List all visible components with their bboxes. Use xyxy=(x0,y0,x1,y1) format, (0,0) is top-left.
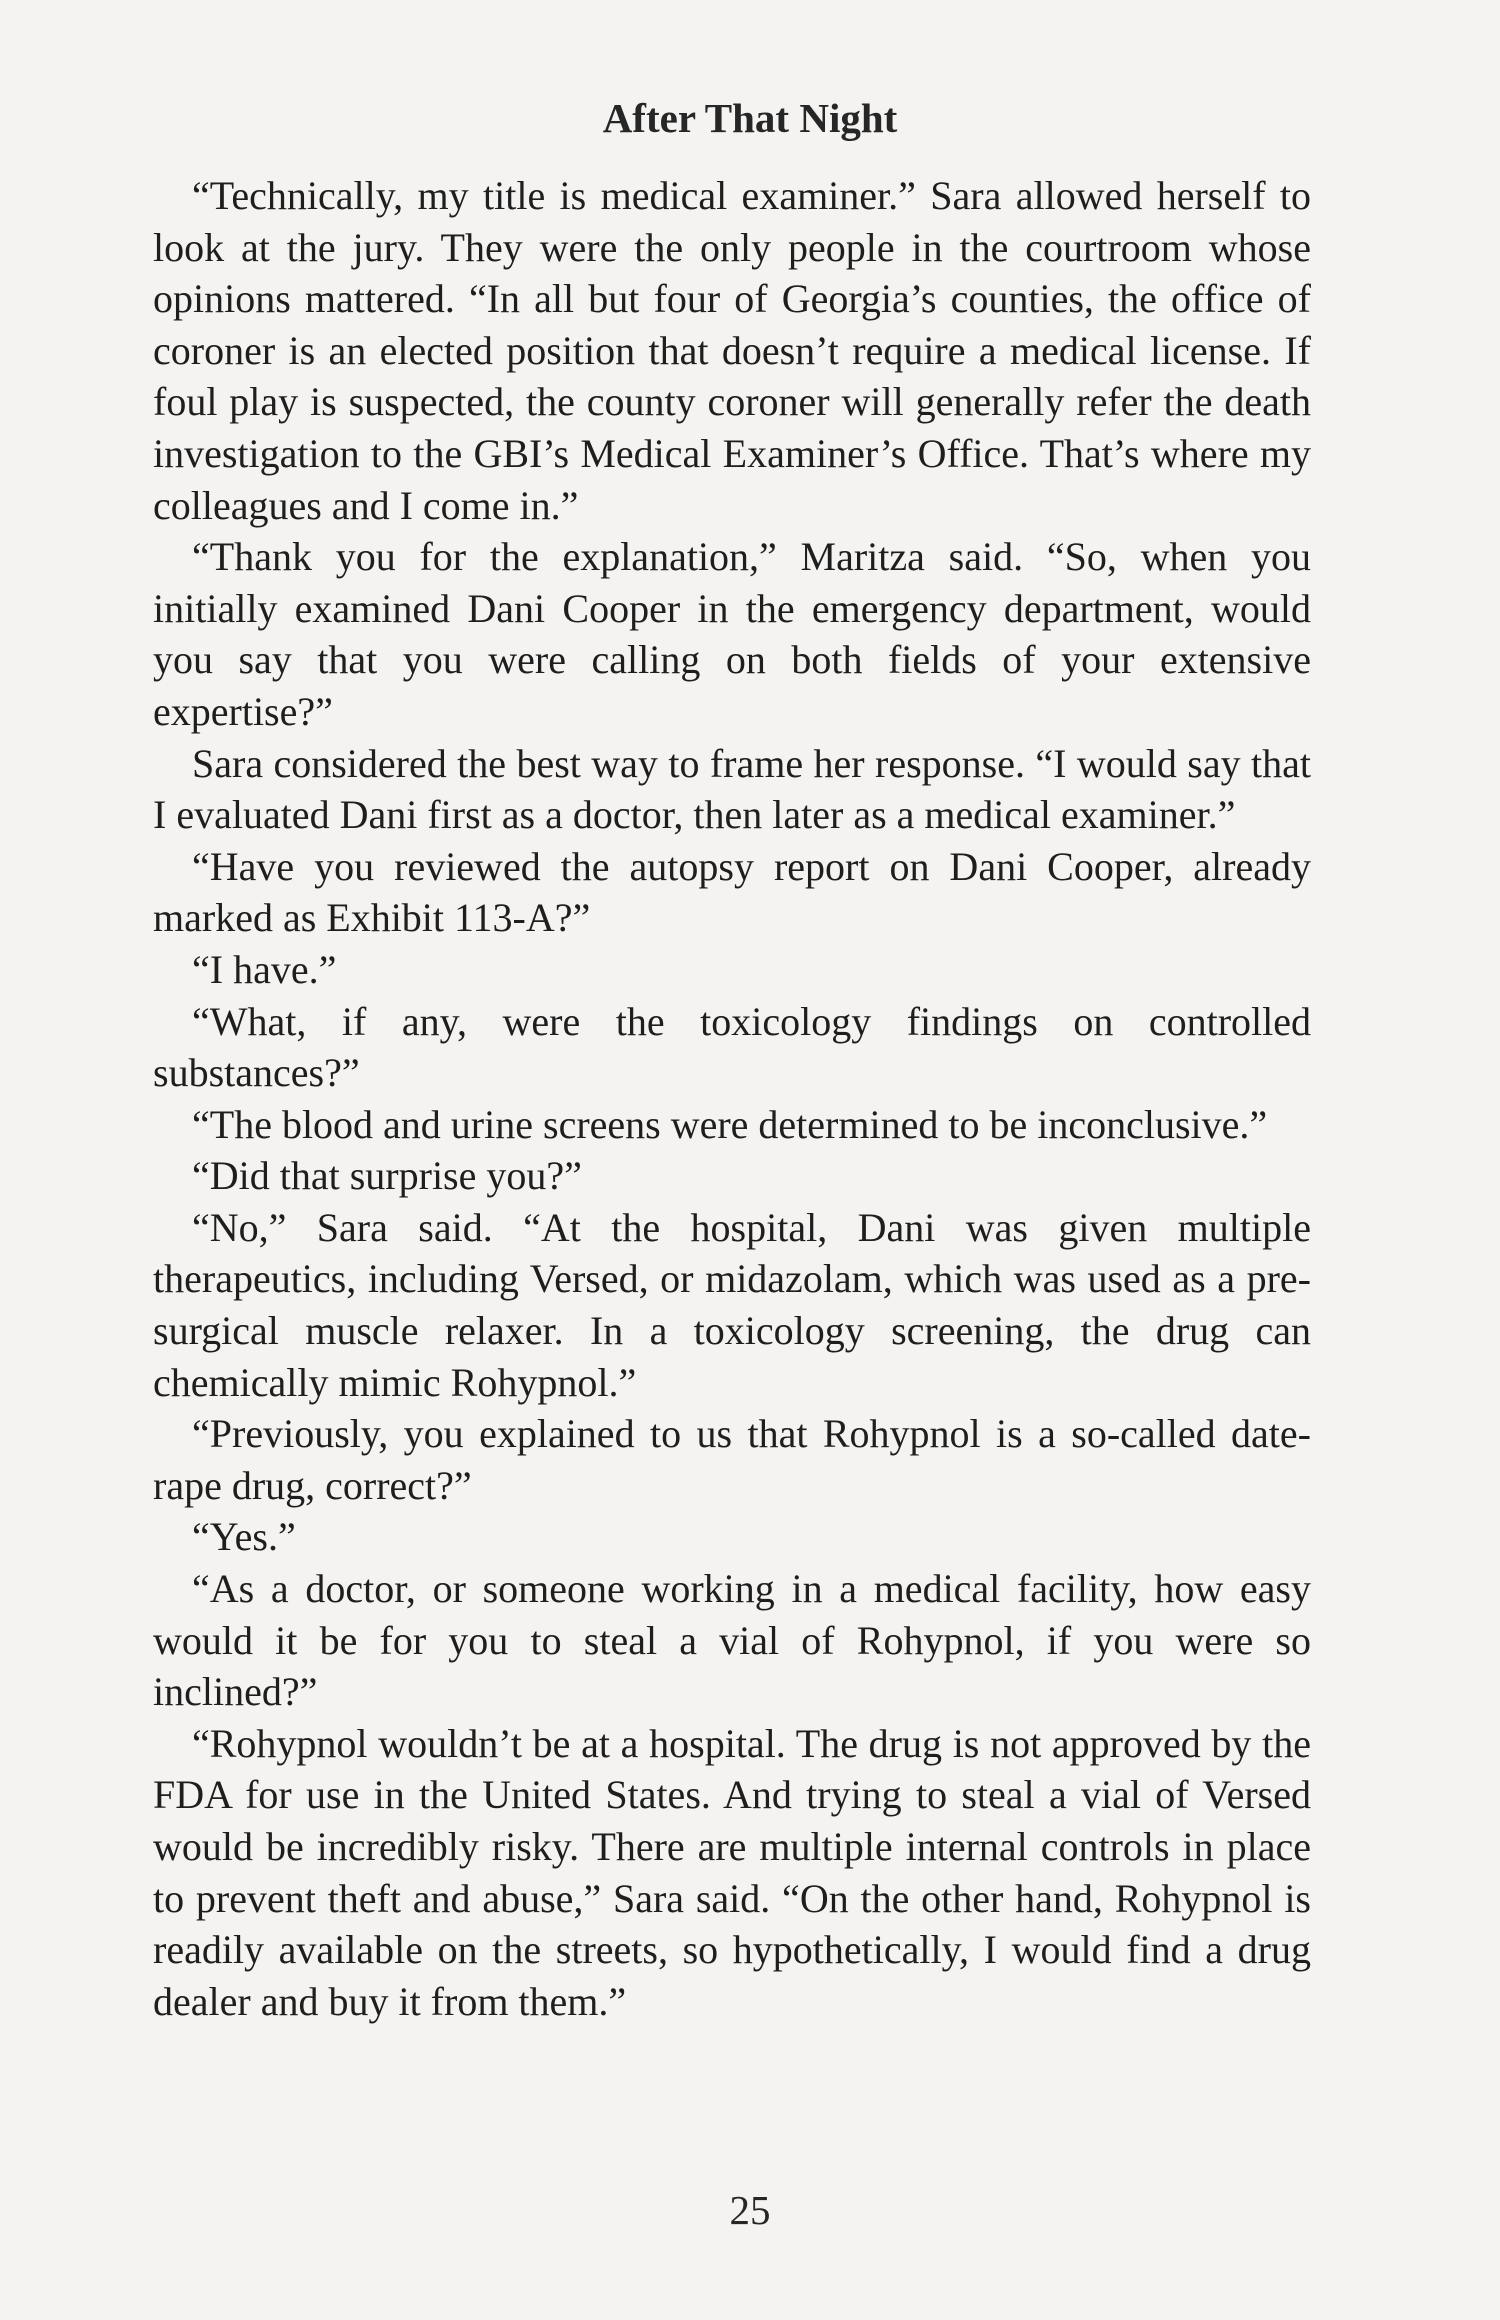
page-number: 25 xyxy=(729,2187,771,2233)
paragraph: “Did that surprise you?” xyxy=(192,1153,582,1199)
paragraph: “What, if any, were the toxicology findings on controlled substances?” xyxy=(153,998,1311,1096)
body-text xyxy=(153,170,1311,2027)
paragraph: Sara considered the best way to frame her response. “I would say that I evaluated Dani first as a doctor, then later as a medical examiner.” xyxy=(153,740,1311,838)
paragraph: “Technically, my title is medical examiner.” Sara allowed herself to look at the jury. They were the only people in the courtroom whose opinions mattered. “In all but four of Georgia’s counties, the office of coroner is an elected position that doesn’t require a medical license. If foul play is suspected, the county coroner will generally refer the death investigation to the GBI’s Medical Examiner’s Office. That’s where my colleagues and I come in.” xyxy=(153,173,1311,528)
paragraph: “Thank you for the explanation,” Maritza said. “So, when you initially examined Dani Cooper in the emergency department, would you say that you were calling on both fields of your extensive expertise?” xyxy=(153,534,1311,734)
paragraph: “Yes.” xyxy=(192,1514,296,1560)
paragraph: “As a doctor, or someone working in a medical facility, how easy would it be for you to steal a vial of Rohypnol, if you were so inclined?” xyxy=(153,1566,1311,1715)
paragraph: “The blood and urine screens were determined to be inconclusive.” xyxy=(192,1101,1268,1147)
paragraph: “I have.” xyxy=(192,946,337,992)
paragraph: “Have you reviewed the autopsy report on Dani Cooper, already marked as Exhibit 113-A?” xyxy=(153,843,1311,941)
paragraph: “Previously, you explained to us that Rohypnol is a so-called date-rape drug, correct?” xyxy=(153,1411,1311,1508)
paragraph: “Rohypnol wouldn’t be at a hospital. The drug is not approved by the FDA for use in the United States. And trying to steal a vial of Versed would be incredibly risky. There are multiple internal controls in place to prevent theft and abuse,” Sara said. “On the other hand, Rohypnol is readily available on the streets, so hypothetically, I would find a drug dealer and buy it from them.” xyxy=(153,1720,1311,2024)
running-head: After That Night xyxy=(602,95,898,141)
paragraph: “No,” Sara said. “At the hospital, Dani was given multiple therapeutics, including Versed, or midazolam, which was used as a pre-surgical muscle relaxer. In a toxicology screening, the drug can chemically mimic Rohypnol.” xyxy=(153,1204,1311,1405)
